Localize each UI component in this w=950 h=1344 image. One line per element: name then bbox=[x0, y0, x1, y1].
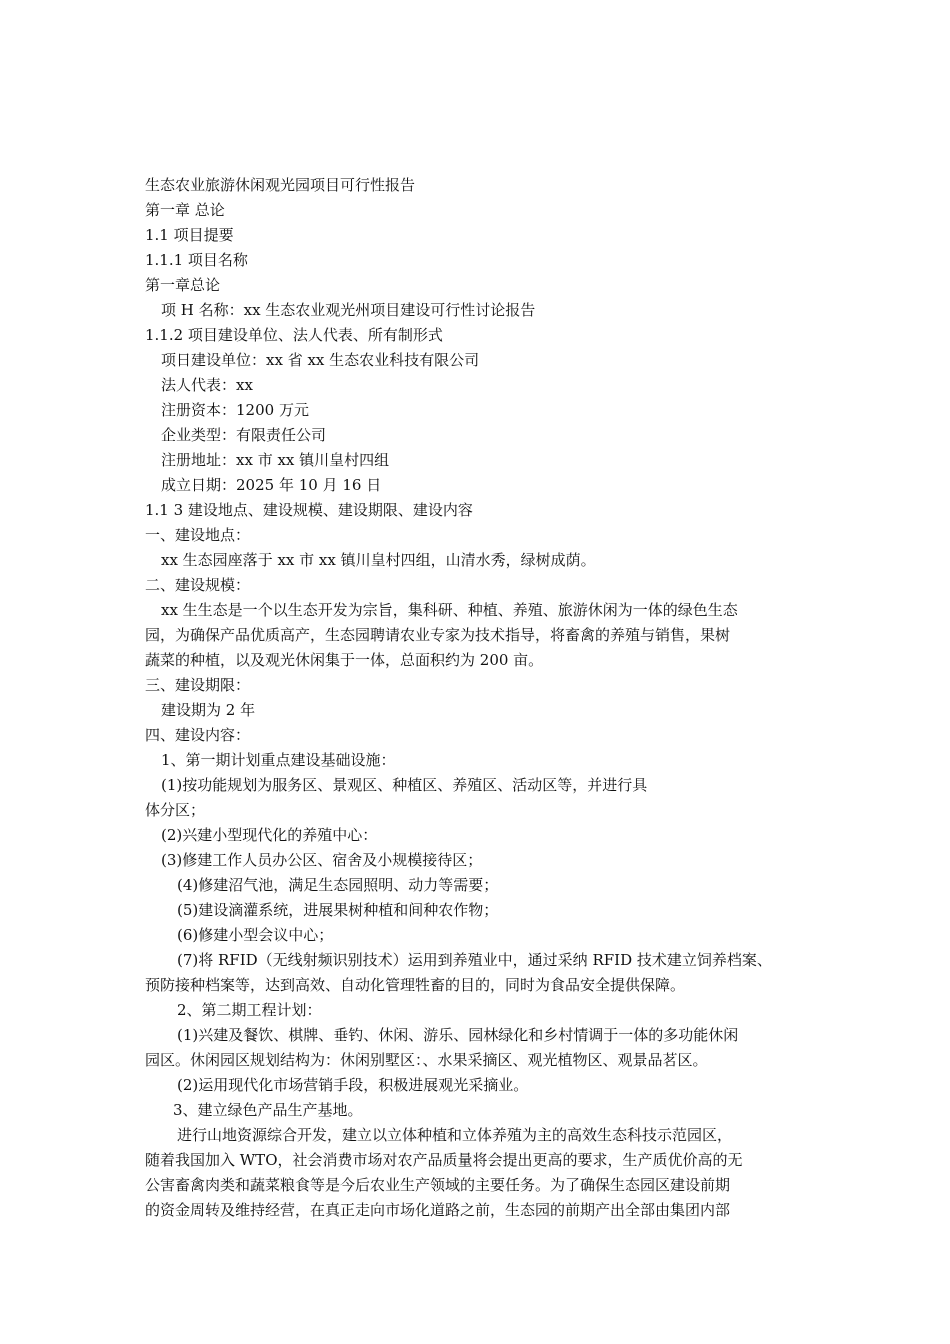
address-line: 注册地址：xx 市 xx 镇川皇村四组 bbox=[161, 451, 390, 469]
site-heading: 一、建设地点： bbox=[145, 526, 251, 544]
content-heading: 四、建设内容： bbox=[145, 726, 251, 744]
phase3-heading: 3、建立绿色产品生产基地。 bbox=[173, 1101, 363, 1119]
body-paragraph-line: 进行山地资源综合开发，建立以立体种植和立体养殖为主的高效生态科技示范园区， bbox=[177, 1126, 733, 1144]
phase1-item: (6)修建小型会议中心； bbox=[177, 926, 334, 944]
phase2-item: (2)运用现代化市场营销手段，积极进展观光采摘业。 bbox=[177, 1076, 529, 1094]
phase1-item: (3)修建工作人员办公区、宿舍及小规模接待区； bbox=[161, 851, 483, 869]
phase1-item-cont: 预防接种档案等，达到高效、自动化管理牲畜的目的，同时为食品安全提供保障。 bbox=[145, 976, 686, 994]
phase1-item-cont: 体分区； bbox=[145, 801, 206, 819]
founded-date-line: 成立日期：2025 年 10 月 16 日 bbox=[161, 476, 382, 494]
period-text: 建设期为 2 年 bbox=[161, 701, 256, 719]
phase1-item: (4)修建沼气池，满足生态园照明、动力等需要； bbox=[177, 876, 499, 894]
project-name-line: 项 H 名称：xx 生态农业观光州项目建设可行性讨论报告 bbox=[161, 301, 536, 319]
scale-text-line: 蔬菜的种植，以及观光休闲集于一体，总面积约为 200 亩。 bbox=[145, 651, 544, 669]
site-text: xx 生态园座落于 xx 市 xx 镇川皇村四组，山清水秀，绿树成荫。 bbox=[161, 551, 596, 569]
phase1-heading: 1、第一期计划重点建设基础设施： bbox=[161, 751, 396, 769]
period-heading: 三、建设期限： bbox=[145, 676, 251, 694]
company-type-line: 企业类型：有限责任公司 bbox=[161, 426, 327, 444]
phase1-item: (5)建设滴灌系统，进展果树种植和间种农作物； bbox=[177, 901, 499, 919]
subsection-heading: 1.1.2 项目建设单位、法人代表、所有制形式 bbox=[145, 326, 443, 344]
scale-text-line: 园，为确保产品优质高产，生态园聘请农业专家为技术指导，将畜禽的养殖与销售，果树 bbox=[145, 626, 731, 644]
unit-line: 项日建设单位：xx 省 xx 生态农业科技有限公司 bbox=[161, 351, 480, 369]
document-page bbox=[145, 173, 825, 1223]
section-heading: 1.1 项目提要 bbox=[145, 226, 234, 244]
subsection-heading: 1.1.1 项目名称 bbox=[145, 251, 248, 269]
subsection-heading: 1.1 3 建设地点、建设规模、建设期限、建设内容 bbox=[145, 501, 473, 519]
phase2-item: (1)兴建及餐饮、棋牌、垂钓、休闲、游乐、园林绿化和乡村情调于一体的多功能休闲 bbox=[177, 1026, 739, 1044]
phase1-item: (7)将 RFID（无线射频识别技术）运用到养殖业中，通过采纳 RFID 技术建立饲养档案、 bbox=[177, 951, 772, 969]
phase2-item-cont: 园区。休闲园区规划结构为：休闲别墅区：、水果采摘区、观光植物区、观景品茗区。 bbox=[145, 1051, 708, 1069]
scale-text-line: xx 生生态是一个以生态开发为宗旨，集科研、种植、养殖、旅游休闲为一体的绿色生态 bbox=[161, 601, 738, 619]
chapter-heading-repeat: 第一章总论 bbox=[145, 276, 221, 294]
phase1-item: (2)兴建小型现代化的养殖中心： bbox=[161, 826, 378, 844]
scale-heading: 二、建设规模： bbox=[145, 576, 251, 594]
body-paragraph-line: 的资金周转及维持经营，在真正走向市场化道路之前，生态园的前期产出全部由集团内部 bbox=[145, 1201, 731, 1219]
phase1-item: (1)按功能规划为服务区、景观区、种植区、养殖区、活动区等，并进行具 bbox=[161, 776, 648, 794]
body-paragraph-line: 随着我国加入 WTO，社会消费市场对农产品质量将会提出更高的要求，生产质优价高的无 bbox=[145, 1151, 743, 1169]
doc-title: 生态农业旅游休闲观光园项目可行性报告 bbox=[145, 176, 416, 194]
phase2-heading: 2、第二期工程计划： bbox=[177, 1001, 322, 1019]
chapter-heading: 第一章 总论 bbox=[145, 201, 225, 219]
legal-rep-line: 法人代表：xx bbox=[161, 376, 253, 394]
capital-line: 注册资本：1200 万元 bbox=[161, 401, 309, 419]
body-paragraph-line: 公害畜禽肉类和蔬菜粮食等是今后农业生产领域的主要任务。为了确保生态园区建设前期 bbox=[145, 1176, 731, 1194]
